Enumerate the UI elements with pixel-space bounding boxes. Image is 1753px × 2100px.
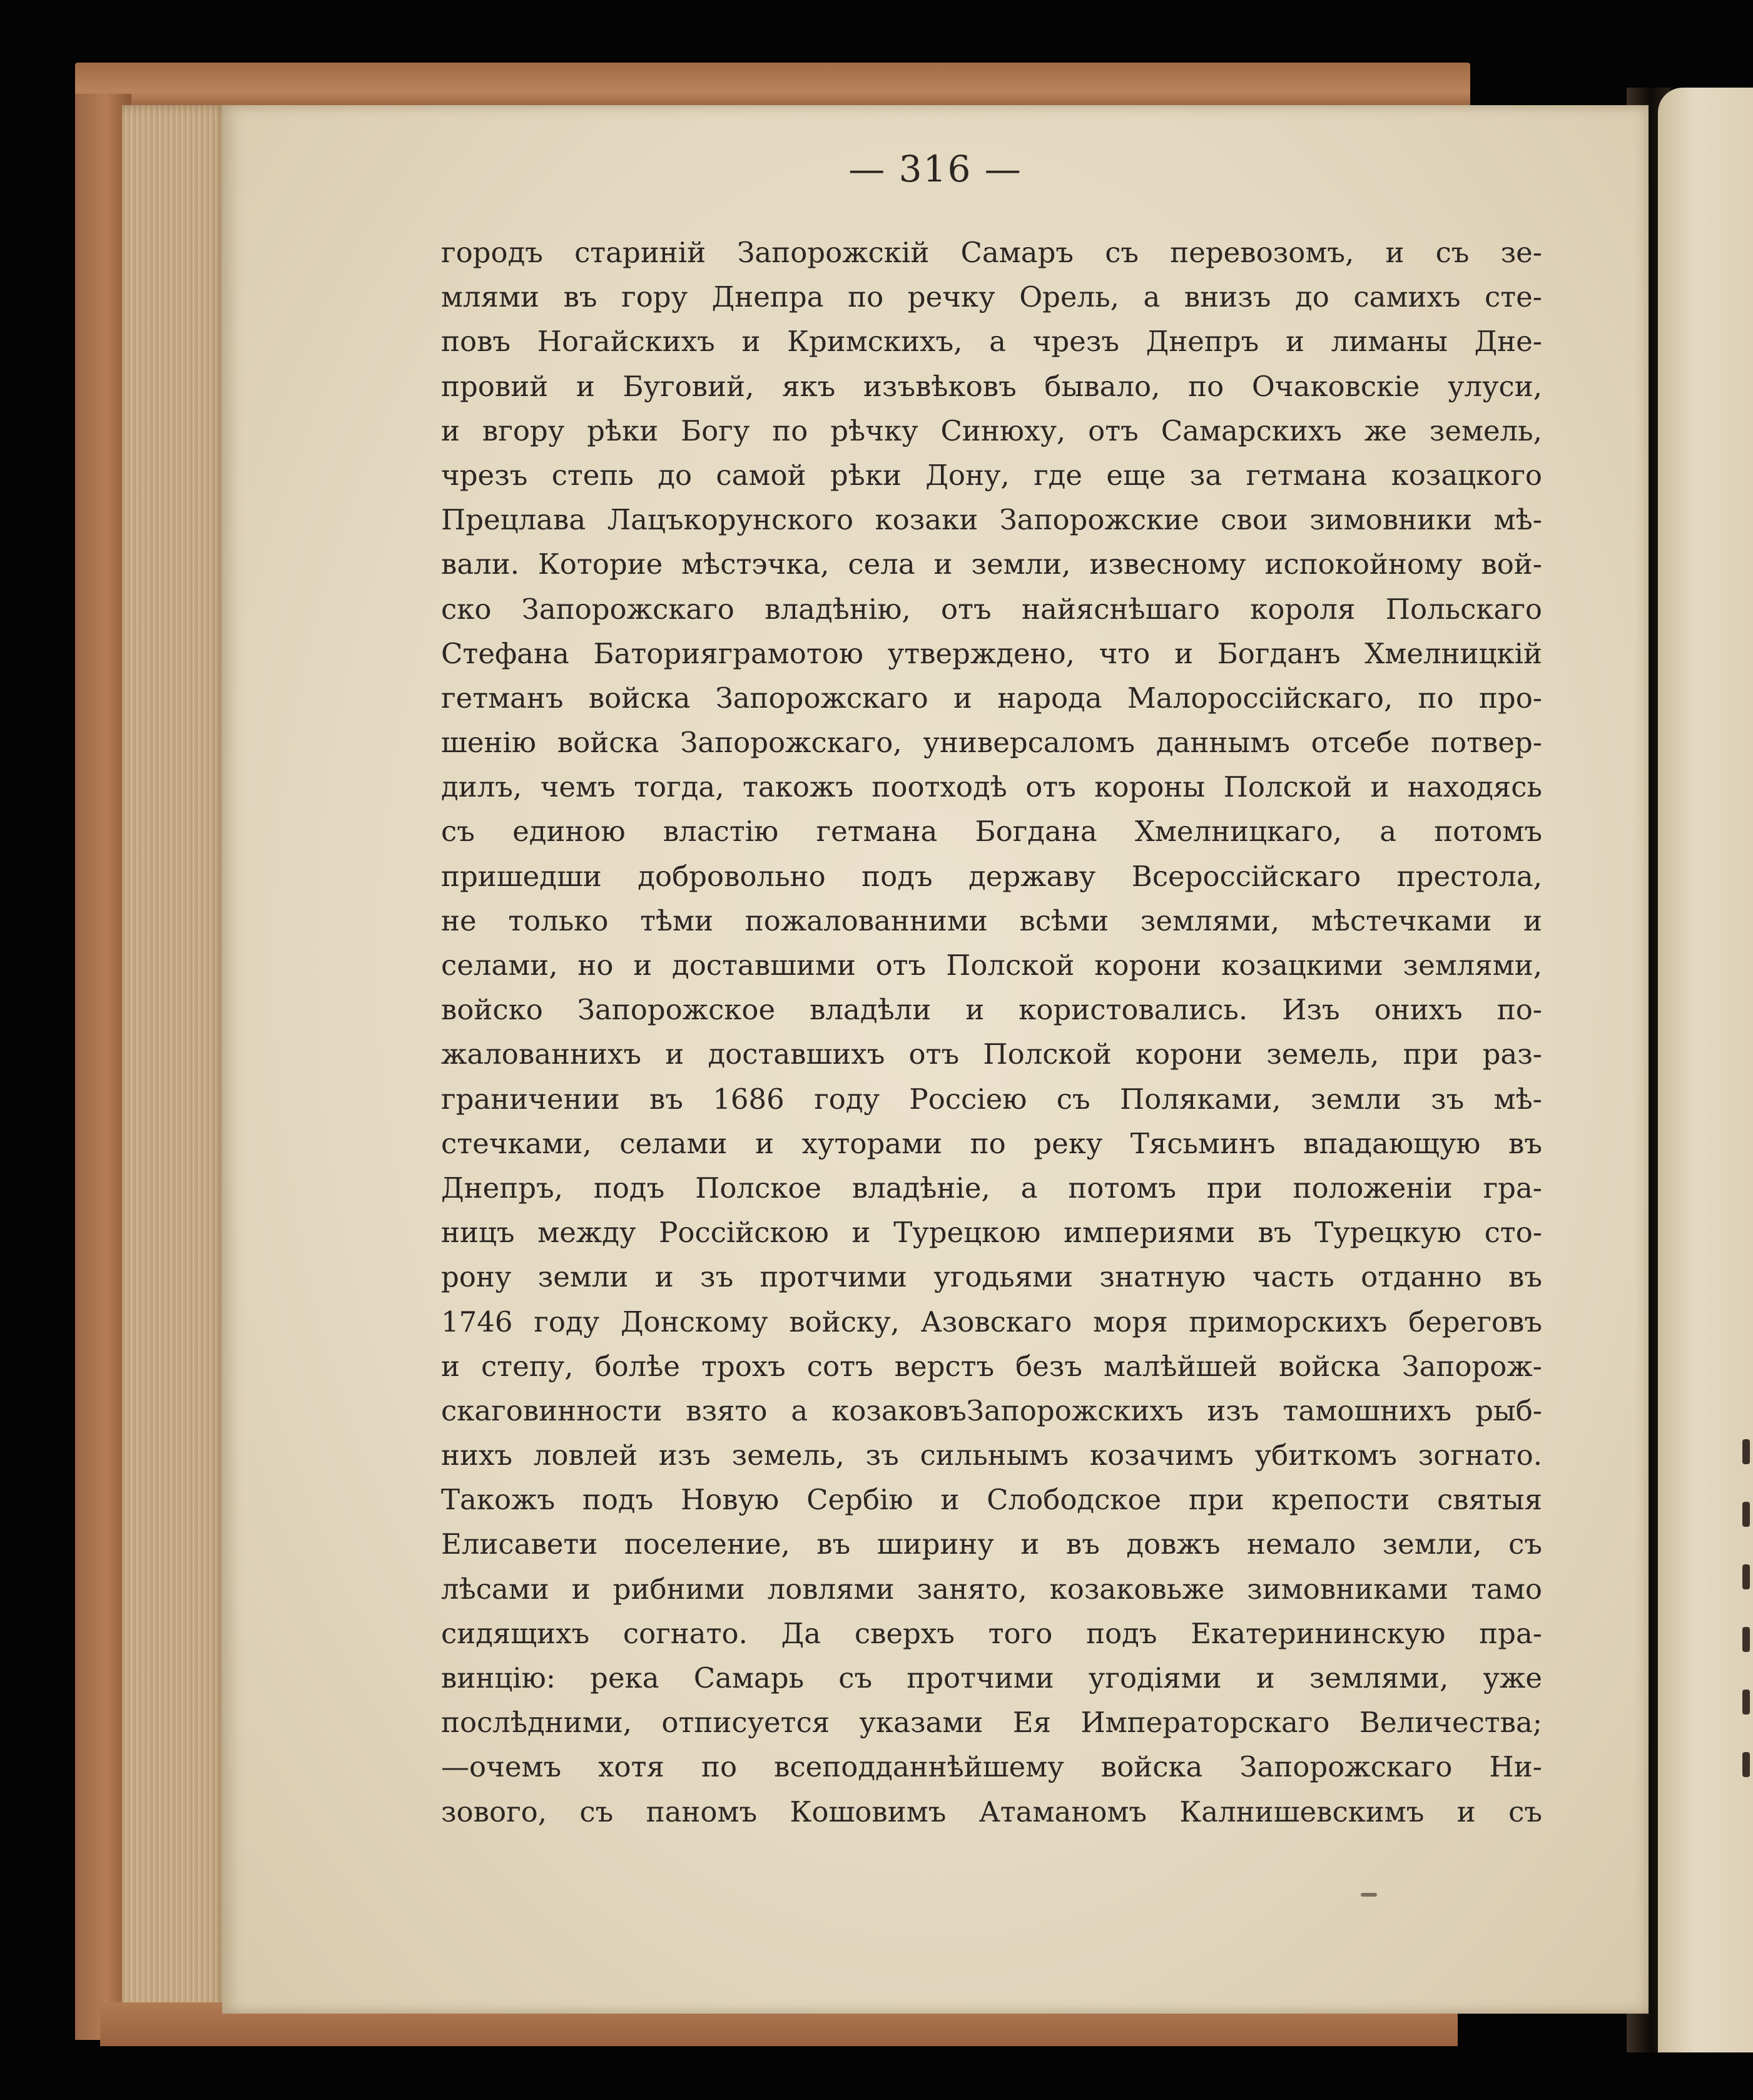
facing-page-edge — [1658, 88, 1753, 2052]
text-line: жалованнихъ и доставшихъ отъ Полской корони земель, при раз- — [441, 1037, 1542, 1071]
text-line: повъ Ногайскихъ и Кримскихъ, а чрезъ Днепръ и лиманы Дне- — [441, 325, 1542, 359]
text-line: не только тѣми пожалованними всѣми землями, мѣстечками и — [441, 904, 1542, 937]
text-line: ницъ между Россійскою и Турецкою империями въ Турецкую сто- — [441, 1216, 1542, 1250]
text-line: Такожъ подъ Новую Сербію и Слободское при крепости святыя — [441, 1483, 1542, 1517]
text-line: нихъ ловлей изъ земель, зъ сильнымъ козачимъ убиткомъ зогнато. — [441, 1439, 1542, 1472]
text-line: винцію: река Самарь съ протчими угодіями и землями, уже — [441, 1661, 1542, 1695]
text-line: послѣдними, отписуется указами Ея Императорскаго Величества; — [441, 1706, 1542, 1740]
text-line: и вгору рѣки Богу по рѣчку Синюху, отъ Самарскихъ же земель, — [441, 414, 1542, 447]
facing-page-text-fragments — [1742, 1439, 1753, 1815]
text-line: лѣсами и рибними ловлями занято, козаковьже зимовниками тамо — [441, 1572, 1542, 1606]
text-line: млями въ гору Днепра по речку Орель, а внизъ до самихъ сте- — [441, 280, 1542, 314]
text-line: гетманъ войска Запорожскаго и народа Малороссійскаго, по про- — [441, 681, 1542, 715]
text-line: городъ стариній Запорожскій Самаръ съ перевозомъ, и съ зе- — [441, 236, 1542, 269]
page-number: — 316 — — [848, 148, 1022, 190]
text-line: Прецлава Лацъкорунского козаки Запорожские свои зимовники мѣ- — [441, 503, 1542, 537]
text-line: сидящихъ согнато. Да сверхъ того подъ Екатерининскую пра- — [441, 1616, 1542, 1650]
text-line: и степу, болѣе трохъ сотъ верстъ безъ малѣйшей войска Запорож- — [441, 1349, 1542, 1383]
text-line: войско Запорожское владѣли и користовались. Изъ онихъ по- — [441, 993, 1542, 1027]
text-line: граничении въ 1686 году Россіею съ Поляками, земли зъ мѣ- — [441, 1082, 1542, 1116]
text-line: ско Запорожскаго владѣнію, отъ найяснѣшаго короля Польскаго — [441, 592, 1542, 626]
text-line: скаговинности взято а козаковъЗапорожскихъ изъ тамошнихъ рыб- — [441, 1394, 1542, 1427]
text-line: шенію войска Запорожскаго, универсаломъ даннымъ отсебе потвер- — [441, 726, 1542, 760]
text-line: чрезъ степь до самой рѣки Дону, где еще за гетмана козацкого — [441, 458, 1542, 492]
text-line: дилъ, чемъ тогда, такожъ поотходѣ отъ короны Полской и находясь — [441, 770, 1542, 804]
text-line: рону земли и зъ протчими угодьями знатную часть отданно въ — [441, 1260, 1542, 1294]
text-line: Днепръ, подъ Полское владѣніе, а потомъ при положеніи гра- — [441, 1171, 1542, 1205]
text-line: Стефана Баторияграмотою утверждено, что и Богданъ Хмелницкій — [441, 636, 1542, 670]
text-line: съ единою властію гетмана Богдана Хмелницкаго, а потомъ — [441, 815, 1542, 849]
printer-mark — [1361, 1893, 1377, 1897]
text-line: 1746 году Донскому войску, Азовскаго моря приморскихъ береговъ — [441, 1305, 1542, 1338]
text-line: зового, съ паномъ Кошовимъ Атаманомъ Калнишевскимъ и съ — [441, 1795, 1542, 1828]
page-body-text — [441, 230, 1542, 1834]
text-line: Елисавети поселение, въ ширину и въ довжъ немало земли, съ — [441, 1527, 1542, 1561]
text-line: вали. Которие мѣстэчка, села и земли, извесному испокойному вой- — [441, 548, 1542, 581]
text-line: —очемъ хотя по всеподданнѣйшему войска Запорожскаго Ни- — [441, 1750, 1542, 1784]
text-line: стечками, селами и хуторами по реку Тясьминъ впадающую въ — [441, 1126, 1542, 1160]
text-line: селами, но и доставшими отъ Полской корони козацкими землями, — [441, 949, 1542, 982]
page-block-edges — [122, 105, 228, 2020]
text-line: пришедши добровольно подъ державу Всероссійскаго престола, — [441, 859, 1542, 893]
text-line: провий и Буговий, якъ изъвѣковъ бывало, по Очаковскіе улуси, — [441, 369, 1542, 403]
book-cover-top-edge — [75, 63, 1470, 111]
